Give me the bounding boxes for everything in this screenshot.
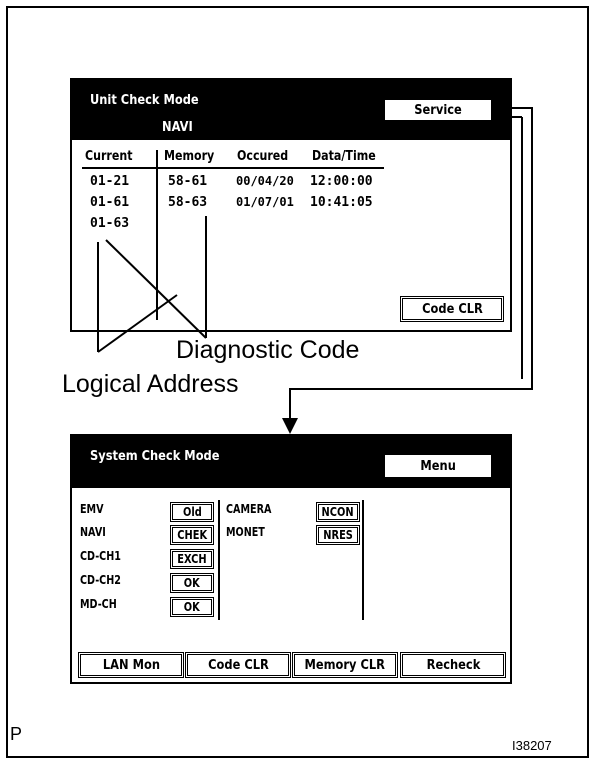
unit-name-monet: MONET (226, 525, 265, 539)
header-current: Current (85, 149, 133, 164)
status-emv-label: Old (182, 505, 202, 519)
row1-memory: 58-61 (168, 174, 208, 189)
row2-memory: 58-63 (168, 195, 208, 210)
unit-name-navi: NAVI (80, 525, 106, 539)
row1-occured: 00/04/20 (236, 174, 294, 188)
memory-clr-label: Memory CLR (304, 657, 386, 673)
row2-datetime: 10:41:05 (310, 195, 373, 210)
lan-mon-label: LAN Mon (102, 657, 160, 673)
unit-name-cdch2: CD-CH2 (80, 573, 121, 587)
service-to-menu-connector (290, 108, 532, 420)
code-clr-label: Code CLR (421, 301, 483, 317)
status-cdch2-label: OK (184, 576, 200, 590)
figure-id: I38207 (512, 738, 552, 753)
unit-name-mdch: MD-CH (80, 597, 117, 611)
row2-occured: 01/07/01 (236, 195, 294, 209)
arrow-head-icon (282, 418, 298, 434)
unit-name: NAVI (162, 120, 193, 135)
row1-datetime: 12:00:00 (310, 174, 373, 189)
row2-current: 01-61 (90, 195, 130, 210)
diagnostic-code-callout: Diagnostic Code (176, 336, 360, 364)
unit-name-cdch1: CD-CH1 (80, 549, 121, 563)
logical-address-leader-2 (98, 295, 177, 352)
diagnostic-code-leader-1 (106, 240, 206, 338)
unit-check-title: Unit Check Mode (90, 93, 199, 108)
row1-current: 01-21 (90, 174, 130, 189)
status-navi-label: CHEK (177, 528, 207, 542)
system-code-clr-label: Code CLR (207, 657, 269, 673)
header-occured: Occured (237, 149, 289, 164)
unit-name-emv: EMV (80, 502, 104, 516)
menu-button-label: Menu (420, 458, 456, 474)
corner-label-left: P (10, 724, 23, 744)
row3-current: 01-63 (90, 216, 130, 231)
status-cdch1-label: EXCH (177, 552, 207, 566)
status-monet-label: NRES (323, 528, 353, 542)
header-datetime: Data/Time (312, 149, 376, 164)
unit-name-camera: CAMERA (226, 502, 272, 516)
system-check-title: System Check Mode (90, 449, 220, 464)
service-button-label: Service (414, 102, 462, 118)
recheck-label: Recheck (426, 657, 480, 673)
status-mdch-label: OK (184, 600, 200, 614)
logical-address-callout: Logical Address (62, 370, 239, 398)
header-memory: Memory (164, 149, 215, 164)
status-camera-label: NCON (321, 505, 355, 519)
